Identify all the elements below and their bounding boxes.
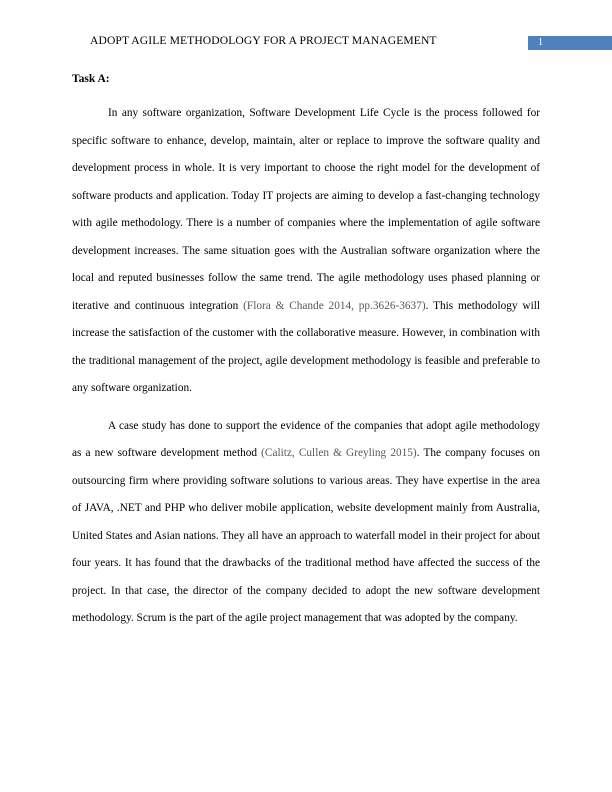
paragraph-text: . This methodology will increase the satisfaction of the customer with the collaborative measure. However, in combination with the traditional management of the project, agile development methodology is feasible and preferable to any software organization. <box>72 299 541 394</box>
paragraph-text: . The company focuses on outsourcing firm where providing software solutions to various areas. They have expertise in the area of JAVA, .NET and PHP who deliver mobile application, website development mainly from Australia, United States and Asian nations. They all have an approach to waterfall model in their project for about four years. It has found that the drawbacks of the traditional method have affected the success of the project. In that case, the director of the company decided to adopt the new software development methodology. Scrum is the part of the agile project management that was adopted by the company. <box>72 447 540 624</box>
page-number: 1 <box>528 36 612 50</box>
citation: (Flora & Chande 2014, pp.3626-3637) <box>243 299 426 312</box>
section-title: Task A: <box>72 73 110 85</box>
paragraph-2 <box>72 413 540 633</box>
running-head: ADOPT AGILE METHODOLOGY FOR A PROJECT MANAGEMENT <box>90 34 437 47</box>
paragraph-text: A case study has done to support the evidence of the companies that adopt agile methodology as a new software development method <box>72 419 540 459</box>
citation: (Calitz, Cullen & Greyling 2015) <box>261 447 417 459</box>
paragraph-1 <box>72 100 540 403</box>
paragraph-text: In any software organization, Software Development Life Cycle is the process followed for specific software to enhance, develop, maintain, alter or replace to improve the software quality and development process in whole. It is very important to choose the right model for the development of software products and application. Today IT projects are aiming to develop a fast-changing technology with agile methodology. There is a number of companies where the implementation of agile software development increases. The same situation goes with the Australian software organization where the local and reputed businesses follow the same trend. The agile methodology uses phased planning or iterative and continuous integration <box>72 107 540 312</box>
document-body <box>72 70 540 643</box>
